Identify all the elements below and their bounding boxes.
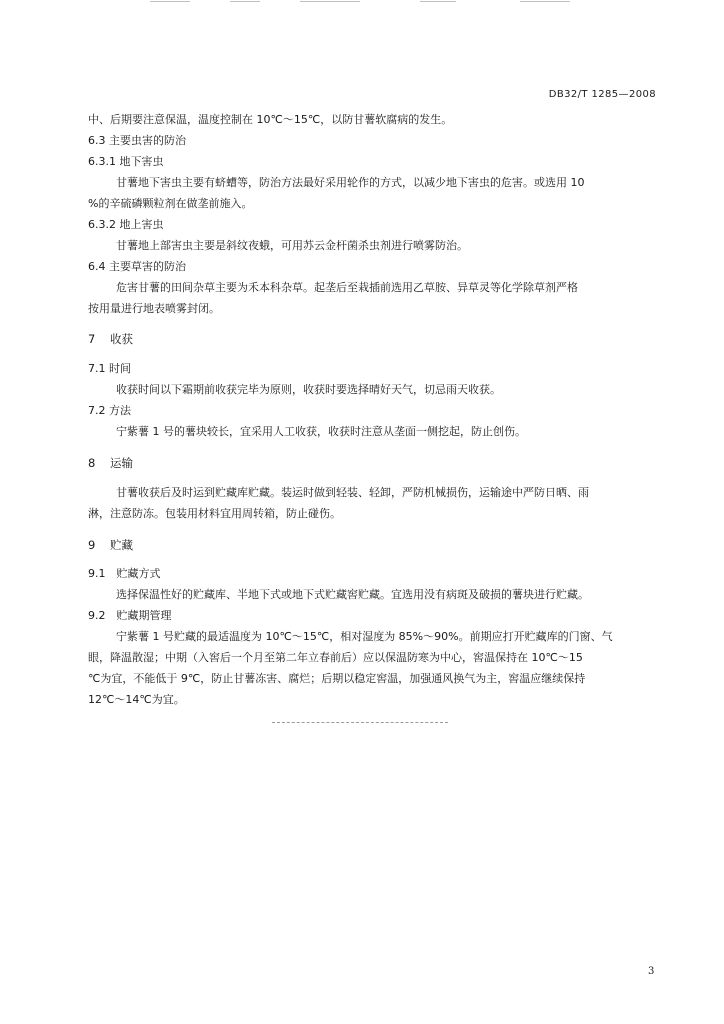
subsection-heading: 6.3 主要虫害的防治 — [88, 134, 186, 147]
paragraph-line: 甘薯地上部害虫主要是斜纹夜蛾，可用苏云金杆菌杀虫剂进行喷雾防治。 — [116, 239, 468, 252]
paragraph-line: 12℃～14℃为宜。 — [88, 693, 185, 706]
paragraph-line: 收获时间以下霜期前收获完毕为原则，收获时要选择晴好天气，切忌雨天收获。 — [116, 383, 501, 396]
paragraph-line: 选择保温性好的贮藏库、半地下式或地下式贮藏窖贮藏。宜选用没有病斑及破损的薯块进行贮藏。 — [116, 588, 589, 601]
subsection-heading: 6.4 主要草害的防治 — [88, 260, 186, 273]
paragraph-line: 甘薯地下害虫主要有蛴螬等，防治方法最好采用轮作的方式，以减少地下害虫的危害。或选用 10 — [116, 176, 585, 189]
paragraph-line: 中、后期要注意保温，温度控制在 10℃～15℃，以防甘薯软腐病的发生。 — [88, 113, 453, 126]
section-title: 运输 — [110, 456, 133, 470]
section-heading-8 — [88, 456, 660, 470]
paragraph-line: 危害甘薯的田间杂草主要为禾本科杂草。起垄后至栽插前选用乙草胺、异草灵等化学除草剂严格 — [116, 281, 578, 294]
subsection-heading: 9.1 贮藏方式 — [88, 567, 161, 580]
subsection-heading: 6.3.2 地上害虫 — [88, 218, 164, 231]
subsection-heading: 6.3.1 地下害虫 — [88, 155, 164, 168]
scan-edge-marks — [0, 0, 724, 4]
subsection-heading: 9.2 贮藏期管理 — [88, 609, 172, 622]
page-number: 3 — [648, 966, 655, 977]
section-number: 9 — [88, 538, 96, 552]
subsection-heading: 7.2 方法 — [88, 404, 131, 417]
subsection-heading: 7.1 时间 — [88, 362, 131, 375]
paragraph-line: %的辛硫磷颗粒剂在做垄前施入。 — [88, 197, 253, 210]
section-title: 贮藏 — [110, 538, 133, 552]
paragraph-line: 宁紫薯 1 号的薯块较长，宜采用人工收获，收获时注意从垄面一侧挖起，防止创伤。 — [116, 425, 526, 438]
paragraph-line: ℃为宜，不能低于 9℃，防止甘薯冻害、腐烂；后期以稳定窖温，加强通风换气为主，窖温应继续保持 — [88, 672, 586, 685]
paragraph-line: 淋，注意防冻。包装用材料宜用周转箱，防止碰伤。 — [88, 507, 341, 520]
section-number: 7 — [88, 332, 96, 346]
standard-number: DB32/T 1285—2008 — [548, 89, 656, 100]
section-heading-7 — [88, 332, 660, 346]
section-number: 8 — [88, 456, 96, 470]
section-heading-9 — [88, 538, 660, 552]
paragraph-line: 眼，降温散湿；中期（入窖后一个月至第二年立春前后）应以保温防寒为中心，窖温保持在 10℃～15 — [88, 651, 583, 664]
paragraph-line: 宁紫薯 1 号贮藏的最适温度为 10℃～15℃，相对湿度为 85%～90%。前期应打开贮藏库的门窗、气 — [116, 630, 613, 643]
section-title: 收获 — [110, 332, 133, 346]
paragraph-line: 按用量进行地表喷雾封闭。 — [88, 302, 220, 315]
paragraph-line: 甘薯收获后及时运到贮藏库贮藏。装运时做到轻装、轻卸，严防机械损伤，运输途中严防日晒、雨 — [116, 486, 589, 499]
end-of-text-rule — [272, 722, 448, 723]
